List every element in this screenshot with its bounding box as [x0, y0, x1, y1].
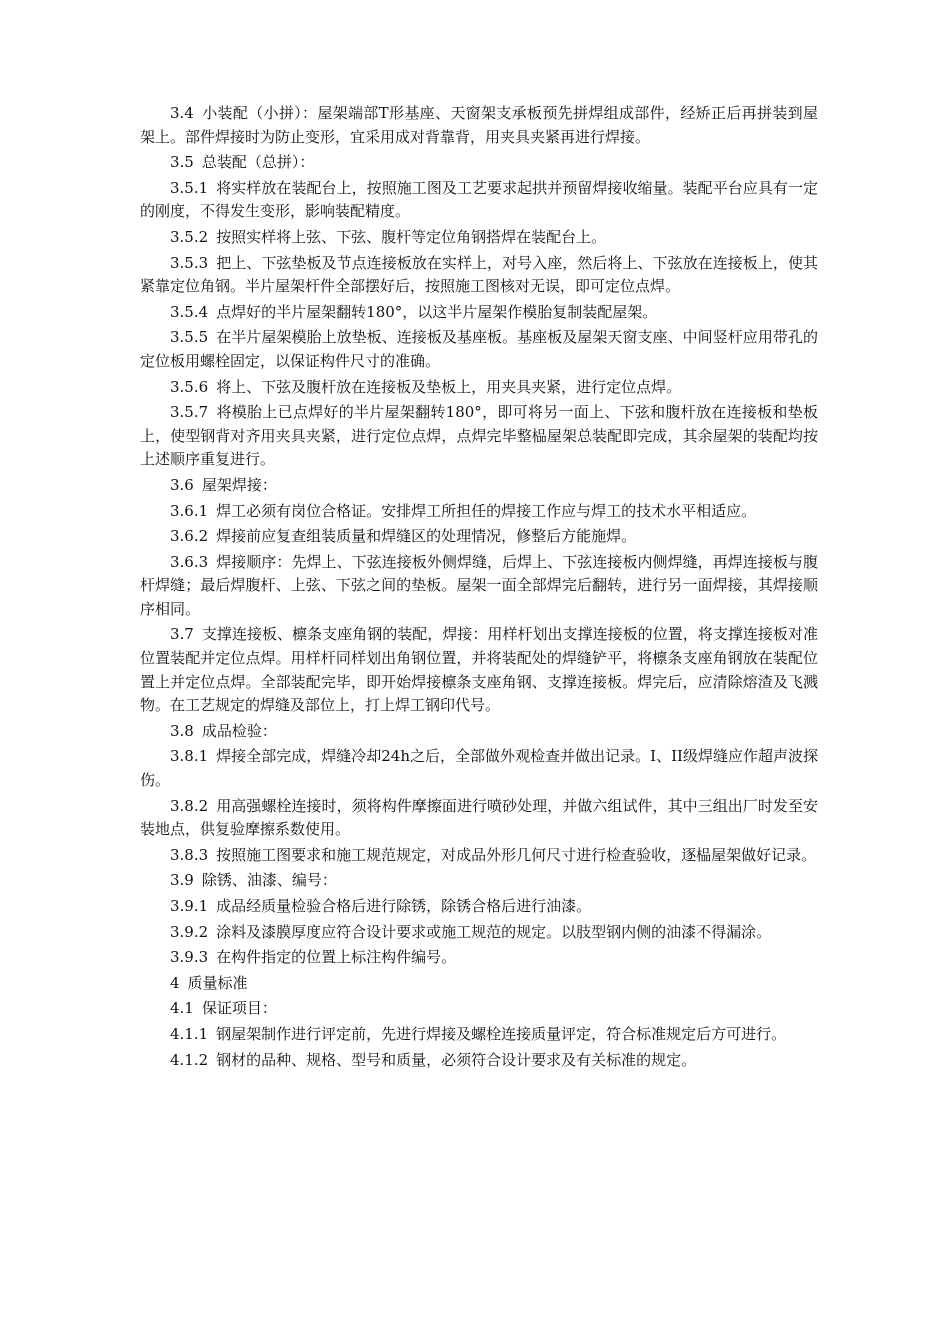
- section-number: 3.8.3: [170, 845, 209, 864]
- paragraph: [140, 326, 818, 373]
- section-number: 3.8: [170, 721, 194, 740]
- section-number: 4.1: [170, 999, 194, 1018]
- paragraph-text: 支撑连接板、檩条支座角钢的装配，焊接：用样杆划出支撑连接板的位置，将支撑连接板对准位置装配并定位点焊。用样杆同样划出角钢位置，并将装配处的焊缝铲平，将檩条支座角钢放在装配位置上并定位点焊。全部装配完毕，即开始焊接檩条支座角钢、支撑连接板。焊完后，应清除熔渣及飞溅物。在工艺规定的焊缝及部位上，打上焊工钢印代号。: [140, 625, 818, 715]
- paragraph: [140, 500, 818, 524]
- paragraph-text: 按照实样将上弦、下弦、腹杆等定位角钢搭焊在装配台上。: [216, 227, 607, 246]
- paragraph: [140, 795, 818, 842]
- paragraph: [140, 1023, 818, 1047]
- section-number: 3.6.2: [170, 527, 209, 546]
- paragraph-text: 除锈、油漆、编号：: [201, 871, 337, 890]
- section-number: 3.6: [170, 475, 194, 494]
- paragraph: [140, 844, 818, 868]
- paragraph-text: 将实样放在装配台上，按照施工图及工艺要求起拱并预留焊接收缩量。装配平台应具有一定的刚度，不得发生变形，影响装配精度。: [140, 178, 818, 221]
- paragraph-text: 小装配（小拼）：屋架端部T形基座、天窗架支承板预先拼焊组成部件，经矫正后再拼装到屋架上。部件焊接时为防止变形，宜采用成对背靠背，用夹具夹紧再进行焊接。: [140, 104, 818, 146]
- paragraph-text: 涂料及漆膜厚度应符合设计要求或施工规范的规定。以肢型钢内侧的油漆不得漏涂。: [216, 922, 772, 941]
- section-number: 3.5.7: [170, 403, 209, 422]
- section-number: 3.6.3: [170, 552, 209, 571]
- paragraph: [140, 895, 818, 919]
- paragraph-text: 点焊好的半片屋架翻转180°，以这半片屋架作模胎复制装配屋架。: [216, 302, 658, 321]
- section-number: 4.1.1: [170, 1024, 209, 1043]
- paragraph-text: 成品检验：: [201, 721, 277, 740]
- document-body: [140, 102, 818, 1074]
- paragraph: [140, 401, 818, 472]
- section-number: 3.5.2: [170, 227, 209, 246]
- paragraph: [140, 946, 818, 970]
- paragraph-text: 焊接全部完成，焊缝冷却24h之后，全部做外观检查并做出记录。I、II级焊缝应作超声波探伤。: [140, 747, 818, 790]
- section-number: 3.9.1: [170, 897, 209, 915]
- paragraph-text: 焊工必须有岗位合格证。安排焊工所担任的焊接工作应与焊工的技术水平相适应。: [216, 501, 757, 520]
- paragraph: [140, 177, 818, 224]
- paragraph-text: 屋架焊接：: [201, 475, 277, 494]
- paragraph-text: 用高强螺栓连接时，须将构件摩擦面进行喷砂处理，并做六组试件，其中三组出厂时发至安装地点，供复验摩擦系数使用。: [140, 796, 818, 839]
- paragraph-text: 按照施工图要求和施工规范规定，对成品外形几何尺寸进行检查验收，逐榀屋架做好记录。: [216, 845, 817, 864]
- paragraph: [140, 301, 818, 325]
- paragraph-text: 把上、下弦垫板及节点连接板放在实样上，对号入座，然后将上、下弦放在连接板上，使其紧靠定位角钢。半片屋架杆件全部摆好后，按照施工图核对无误，即可定位点焊。: [140, 253, 818, 296]
- section-number: 3.5.6: [170, 377, 209, 396]
- paragraph-text: 将上、下弦及腹杆放在连接板及垫板上，用夹具夹紧，进行定位点焊。: [216, 377, 682, 396]
- paragraph: [140, 720, 818, 744]
- section-number: 3.6.1: [170, 501, 209, 520]
- paragraph: [140, 226, 818, 250]
- paragraph: [140, 151, 818, 175]
- paragraph-text: 质量标准: [187, 973, 248, 992]
- section-number: 3.4: [170, 104, 194, 122]
- section-number: 3.8.1: [170, 747, 209, 766]
- section-number: 3.5.3: [170, 253, 209, 272]
- section-number: 4.1.2: [170, 1050, 209, 1069]
- paragraph-text: 焊接前应复查组装质量和焊缝区的处理情况，修整后方能施焊。: [216, 527, 637, 546]
- section-number: 3.5.4: [170, 302, 209, 321]
- paragraph: [140, 474, 818, 498]
- paragraph: [140, 623, 818, 717]
- paragraph: [140, 551, 818, 622]
- paragraph: [140, 921, 818, 945]
- section-number: 3.9.3: [170, 948, 209, 967]
- section-number: 3.9.2: [170, 922, 209, 941]
- paragraph: [140, 102, 818, 149]
- paragraph: [140, 745, 818, 792]
- paragraph: [140, 252, 818, 299]
- paragraph-text: 总装配（总拼）：: [201, 153, 315, 172]
- section-number: 3.7: [170, 625, 194, 644]
- section-number: 3.9: [170, 871, 194, 890]
- section-number: 3.5.1: [170, 178, 209, 197]
- paragraph-text: 将模胎上已点焊好的半片屋架翻转180°，即可将另一面上、下弦和腹杆放在连接板和垫板上，使型钢背对齐用夹具夹紧，进行定位点焊，点焊完毕整榀屋架总装配即完成，其余屋架的装配均按上述顺序重复进行。: [140, 403, 818, 469]
- paragraph-text: 成品经质量检验合格后进行除锈，除锈合格后进行油漆。: [216, 897, 592, 915]
- section-number: 3.8.2: [170, 796, 209, 815]
- paragraph-text: 钢屋架制作进行评定前，先进行焊接及螺栓连接质量评定，符合标准规定后方可进行。: [216, 1024, 787, 1043]
- section-number: 3.5: [170, 153, 194, 172]
- paragraph: [140, 869, 818, 893]
- paragraph-text: 在半片屋架模胎上放垫板、连接板及基座板。基座板及屋架天窗支座、中间竖杆应用带孔的定位板用螺栓固定，以保证构件尺寸的准确。: [140, 328, 818, 370]
- paragraph: [140, 1049, 818, 1073]
- paragraph-text: 钢材的品种、规格、型号和质量，必须符合设计要求及有关标准的规定。: [216, 1050, 697, 1069]
- paragraph: [140, 525, 818, 549]
- paragraph: [140, 376, 818, 400]
- section-number: 4: [170, 973, 180, 992]
- paragraph-text: 保证项目：: [201, 999, 277, 1018]
- paragraph: [140, 972, 818, 996]
- paragraph: [140, 997, 818, 1021]
- section-number: 3.5.5: [170, 328, 209, 347]
- paragraph-text: 在构件指定的位置上标注构件编号。: [216, 948, 457, 967]
- paragraph-text: 焊接顺序：先焊上、下弦连接板外侧焊缝，后焊上、下弦连接板内侧焊缝，再焊连接板与腹杆焊缝；最后焊腹杆、上弦、下弦之间的垫板。屋架一面全部焊完后翻转，进行另一面焊接，其焊接顺序相同。: [140, 552, 818, 618]
